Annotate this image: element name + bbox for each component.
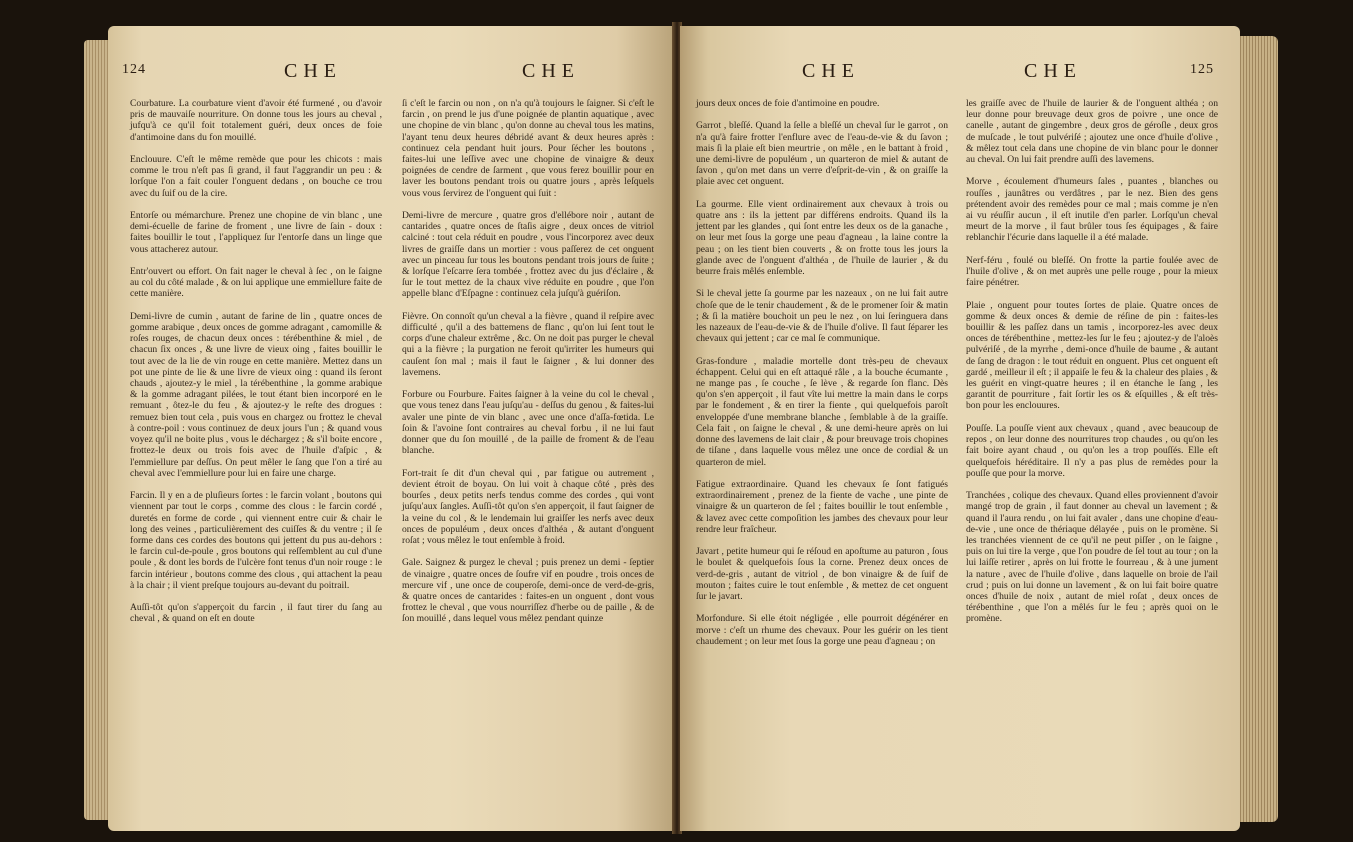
left-page — [108, 26, 673, 831]
page-number: 124 — [122, 62, 146, 77]
left-page-edge — [84, 40, 110, 820]
right-page-edge — [1238, 36, 1278, 822]
text-column: ſi c'eſt le farcin ou non , on n'a qu'à toujours le ſaigner. Si c'eſt le farcin , on prend le jus d'une poignée de plantin aquatique , avec une chopine de vin blanc , qu'on donne au cheval tous les matins, l'ayant tenu deux heures débridé avant & deux heures après : continuez cela pendant huit jours. Pour ſécher les boutons , faites-lui une leſſive avec une chopine de vinaigre & deux poignées de cendre de ſarment , que vous ferez bouillir pour en laver les boutons pendant trois ou quatre jours , après leſquels vous vous ſervirez de l'onguent qui ſuit : Demi-livre de mercure , quatre gros d'ellébore noir , autant de cantarides , quatre onces de ſtaſis aigre , deux onces de vitriol calciné : tout cela réduit en poudre , vous l'incorporez avec deux livres de graiſſe dans un mortier : vous paſſerez de cet onguent avec un pinceau ſur tous les boutons pendant trois jours de ſuite ; & lorſque l'eſcarre ſera tombée , frottez avec du jus d'éclaire , & ſur le tout mettez de la chaux vive réduite en poudre , que l'on appelle blanc d'Eſpagne : continuez cela juſqu'à guériſon. Fièvre. On connoît qu'un cheval a la fièvre , quand il reſpire avec difficulté , qu'il a des battemens de flanc , qu'on lui ſent tout le corps d'une chaleur extrême , &c. On ne doit pas purger le cheval qui a la fièvre ; la purgation ne feroit qu'irriter les humeurs qui cauſent ſon mal ; mais il faut le ſaigner , & lui donner des lavemens. Forbure ou Fourbure. Faites ſaigner à la veine du col le cheval , que vous tenez dans l'eau juſqu'au - deſſus du genou , & faites-lui avaler une pinte de vin blanc , avec une once d'aſſa-fœtida. Le ſoin & l'avoine ſont contraires au cheval forbu , il ne lui faut donner que du ſon mouillé , de la paille de froment & de l'eau blanche. Fort-trait ſe dit d'un cheval qui , par fatigue ou autrement , devient étroit de boyau. On lui voit à chaque côté , près des bourſes , deux petits nerfs tendus comme des cordes , qui vont juſqu'aux ſangles. Auſſi-tôt qu'on s'en apperçoit, il faut ſaigner de la veine du col , & le lendemain lui graiſſer les nerfs avec deux onces de populéum , deux onces d'althéa , & autant d'onguent roſat ; vous mêlez le tout enſemble à froid. Gale. Saignez & purgez le cheval ; puis prenez un demi - ſeptier de vinaigre , quatre onces de ſoufre vif en poudre , trois onces de mercure vif , une once de couperoſe, demi-once de verd-de-gris, & quatre onces de cantarides : faites-en un onguent , dont vous frottez le cheval , que vous nourriſſez d'herbe ou de paille , & de ſon mouillé , dans lequel vous mêlez pendant quinze — [402, 98, 654, 625]
text-column: Courbature. La courbature vient d'avoir été furmené , ou d'avoir pris de mauvaiſe nourriture. On donne tous les jours au cheval , jufqu'à ce qu'il foit totalement guéri, deux onces de foie d'antimoine dans du fon mouillé. Enclouure. C'eſt le même remède que pour les chicots : mais comme le trou n'eſt pas ſi grand, il faut l'aggrandir un peu : & lorſque l'on a fait couler l'onguent dedans , on bouche ce trou avec du ſuif ou de la cire. Entorſe ou mémarchure. Prenez une chopine de vin blanc , une demi-écuelle de farine de froment , une livre de ſain - doux : faites bouillir le tout , l'appliquez ſur l'entorſe dans un linge que vous attacherez autour. Entr'ouvert ou effort. On fait nager le cheval à ſec , on le ſaigne au col du côté malade , & on lui applique une emmiellure faite de cette manière. Demi-livre de cumin , autant de farine de lin , quatre onces de gomme arabique , deux onces de gomme adragant , camomille & roſes rouges, de chacun deux onces : térébenthine & miel , de chacun ſix onces , & une livre de vieux oing , faites bouillir le tout avec de la lie de vin rouge en cette manière. Mettez dans un pot une pinte de lie & une livre de vieux oing : quand ils ſeront chauds , ajoutez-y le miel , la térébenthine , la gomme arabique & la gomme adragant pilées, le tout étant bien incorporé en le remuant , ôtez-le du feu , & ajoutez-y le reſte des drogues : remuez bien tout cela , puis vous en chargez ou frottez le cheval à contre-poil : vous continuez de deux jours l'un ; & quand vous voyez qu'il ne boite plus , vous le déchargez ; & s'il boite encore , frottez-le deux ou trois fois avec de l'huile d'aſpic , & l'emmiellure par deſſus. On peut mêler le ſang que l'on a tiré au cheval avec l'emmiellure pour lui en faire une charge. Farcin. Il y en a de pluſieurs ſortes : le farcin volant , boutons qui viennent par tout le corps , comme des clous : le farcin cordé , duretés en forme de corde , qui viennent entre cuir & chair le long des veines , particulièrement des cuiſſes & du ventre ; il ſe forme dans ces cordes des boutons qui jettent du pus au-dehors : le farcin cul-de-poule , gros boutons qui reſſemblent au cul d'une poule , & dont les bords de l'ulcère font tenus d'un noir rouge : le farcin intérieur , boutons comme des clous , qui attachent la peau à la chair ; il vient preſque toujours au-devant du poitrail. Auſſi-tôt qu'on s'apperçoit du farcin , il faut tirer du ſang au cheval , & quand on eſt en doute — [130, 98, 382, 625]
text-column: les graiſſe avec de l'huile de laurier & de l'onguent althéa ; on leur donne pour breuvage deux gros de poivre , une once de canelle , autant de gingembre , deux gros de géroſle , deux gros de muſcade , le tout pulvériſé ; ajoutez une once d'huile d'olive , & mêlez tout cela dans une chopine de vin blanc pour le donner au cheval. On lui fait prendre auſſi des lavemens. Morve , écoulement d'humeurs ſales , puantes , blanches ou rouſſes , jaunâtres ou verdâtres , par le nez. Bien des gens prétendent avoir des remèdes pour ce mal ; mais comme je n'en ai vu réuſſir aucun , il eſt inutile d'en parler. Lorſqu'un cheval meurt de la morve , il faut brûler tous ſes équipages , & faire reblanchir l'écurie dans laquelle il a été malade. Nerf-féru , foulé ou bleſſé. On frotte la partie foulée avec de l'huile d'olive , & on met auprès une pelle rouge , pour la mieux faire pénétrer. Plaie , onguent pour toutes ſortes de plaie. Quatre onces de gomme & deux onces & demie de réſine de pin : faites-les bouillir & les paſſez dans un tamis , incorporez-les avec deux onces de térébenthine , mettez-les ſur le feu ; ajoutez-y de l'aloès pulvériſé , de la myrrhe , demi-once d'huile de baume , & autant de ſang de dragon : le tout réduit en onguent. Plus cet onguent eſt gardé , meilleur il eſt ; il appaiſe le feu & la chaleur des plaies , & les guérit en vingt-quatre heures ; il en étanche le ſang , les garantit de pourriture , fait ſortir les os & eſquilles , & eſt très-bon pour les enclouures. Pouſſe. La pouſſe vient aux chevaux , quand , avec beaucoup de repos , on leur donne des nourritures trop chaudes , ou qu'on les fait boire ayant chaud , ou qu'on les a trop pouſſés. Elle eſt quelquefois héréditaire. Il n'y a pas plus de remèdes pour la pouſſe que pour la morve. Tranchées , colique des chevaux. Quand elles proviennent d'avoir mangé trop de grain , il faut donner au cheval un lavement ; & quand il l'aura rendu , on lui fait avaler , dans une chopine d'eau-de-vie , une once de thériaque délayée , puis on le promène. Si les tranchées viennent de ce qu'il ne peut piſſer , on le ſaigne , puis on lui tire la verge , que l'on poudre de ſel tout au tour ; on la lui laiſſe retirer , après on lui frotte le fourreau , & à une jument la nature , avec de l'huile d'olive , dans laquelle on broie de l'ail crud ; puis on lui donne un lavement , & on lui fait boire quatre onces d'huile de noix , autant de miel roſat , deux onces de térébenthine , que l'on a mêlés ſur le feu ; après quoi on le promène. — [966, 98, 1218, 625]
running-header: CHE — [522, 60, 580, 82]
running-header: CHE — [1024, 60, 1082, 82]
page-number: 125 — [1190, 62, 1214, 77]
right-page — [680, 26, 1240, 831]
text-column: jours deux onces de foie d'antimoine en poudre. Garrot , bleſſé. Quand la ſelle a bleſſé un cheval ſur le garrot , on n'a qu'à faire frotter l'enflure avec de l'eau-de-vie & du ſavon ; mais ſi la plaie eſt bien meurtrie , on mêle , en le battant à froid , une demi-livre de populéum , un quarteron de miel & autant de ſavon , qu'on met dans un verre d'eſprit-de-vin , & on graiſſe la plaie avec cet onguent. La gourme. Elle vient ordinairement aux chevaux à trois ou quatre ans : ils la jettent par différens endroits. Quand ils la jettent par les glandes , qui ſont entre les deux os de la ganache , on leur met ſous la gorge une peau d'agneau , la laine contre la peau ; on les tient bien couverts , & on frotte tous les jours la glande avec de l'onguent d'althéa , de l'huile de laurier , & du beurre frais mêlés enſemble. Si le cheval jette ſa gourme par les nazeaux , on ne lui fait autre choſe que de le tenir chaudement , & de le promener ſoir & matin ; & ſi la matière bouchoit un peu le nez , on lui ſeringuera dans les nazeaux de l'eau-de-vie & de l'huile d'olive. Il faut ſéparer les chevaux qui jettent ; car ce mal ſe communique. Gras-fondure , maladie mortelle dont très-peu de chevaux échappent. Celui qui en eſt attaqué râle , a la bouche écumante , ne mange pas , ſe couche , ſe lève , & regarde ſon flanc. Dès qu'on s'en apperçoit , il faut vîte lui mettre la main dans le corps par le fondement , & en tirer la fiente , qui quelquefois paroît enveloppée d'une membrane blanche , ſemblable à de la graiſſe. Cela fait , on ſaigne le cheval , & une demi-heure après on lui donne des lavemens de lait clair , & pour breuvage trois chopines de tiſane , dans laquelle vous mêlez une once de cordial & un quarteron de miel. Fatigue extraordinaire. Quand les chevaux ſe ſont fatigués extraordinairement , prenez de la fiente de vache , une pinte de vinaigre & un quarteron de ſel ; faites bouillir le tout enſemble , & lavez avec cette compoſition les jambes des chevaux pour leur rendre leur fraîcheur. Javart , petite humeur qui ſe réſoud en apoſtume au paturon , ſous le boulet & quelquefois ſous la corne. Prenez deux onces de verd-de-gris , autant de vitriol , de bon vinaigre & de ſuif de mouton ; faites cuire le tout enſemble , & mettez de cet onguent ſur le javart. Morfondure. Si elle étoit négligée , elle pourroit dégénérer en morve : c'eſt un rhume des chevaux. Pour les guérir on les tient chaudement ; on leur met ſous la gorge une peau d'agneau ; on — [696, 98, 948, 647]
running-header: CHE — [284, 60, 342, 82]
running-header: CHE — [802, 60, 860, 82]
